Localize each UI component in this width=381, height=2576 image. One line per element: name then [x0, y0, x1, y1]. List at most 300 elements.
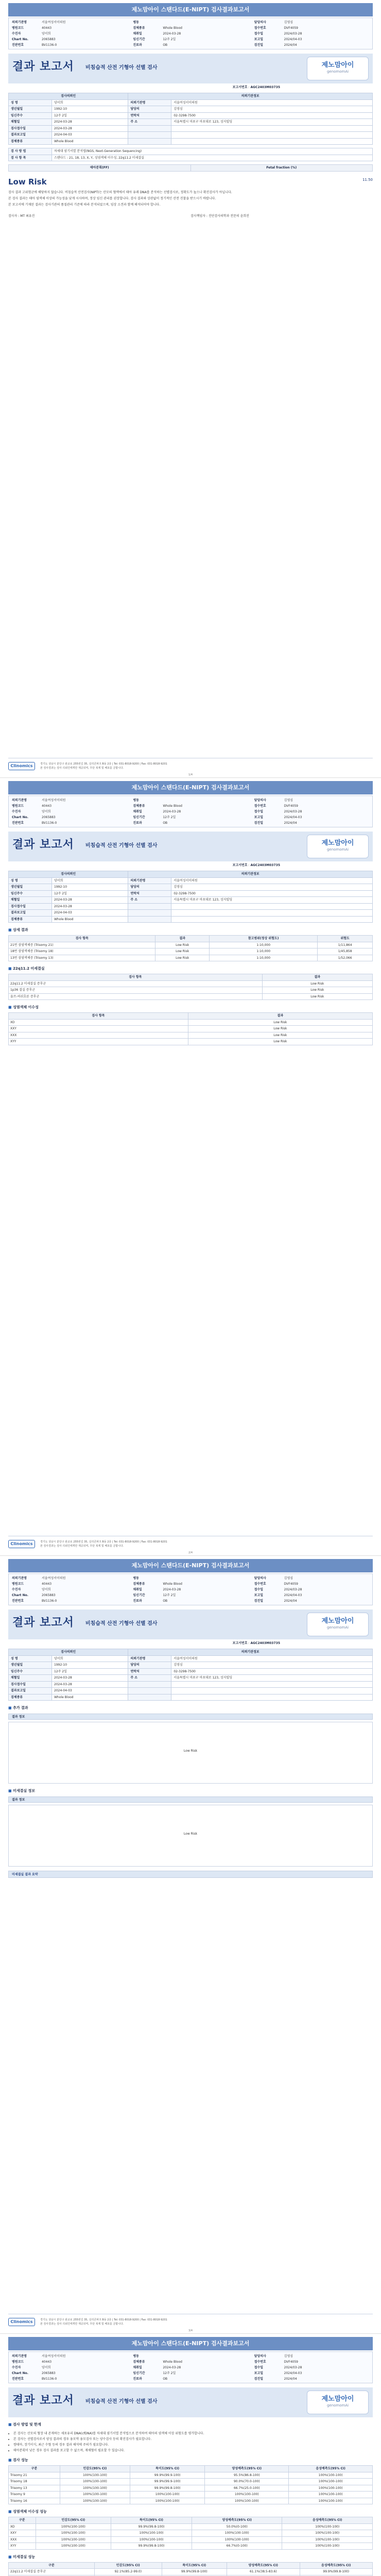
- table-cell: 18번 삼염색체증 (Trisomy 18): [9, 948, 155, 955]
- info-value: 양서희: [52, 877, 128, 884]
- hero-title: 결과 보고서: [12, 2394, 74, 2407]
- table-row: [9, 2530, 373, 2537]
- patient-field-value: 2024/04: [284, 1599, 297, 1603]
- requester-info-table: [8, 93, 373, 145]
- table-cell: 13번 삼염색체증 (Trisomy 13): [9, 955, 155, 961]
- company-logo: Clinomics: [8, 1540, 35, 1548]
- report-number-value: AGC2403M03735: [250, 86, 280, 89]
- table-row: [9, 2498, 373, 2504]
- description-paragraph: 본 보고서에 기재된 결과는 검사기관의 품질관리 기준에 따라 분석되었으며, 임상 소견과 함께 해석되어야 합니다.: [8, 202, 161, 207]
- info-label: [128, 1694, 171, 1701]
- patient-field: [254, 1575, 369, 1581]
- patient-field-value: 2065883: [42, 816, 56, 819]
- info-label: 담당의: [128, 884, 171, 891]
- table-cell: Low Risk: [188, 1032, 372, 1039]
- info-row: [9, 897, 373, 904]
- patient-field: [254, 2359, 369, 2365]
- info-label: 검체종류: [9, 1694, 52, 1701]
- info-value: 김영심: [171, 1662, 373, 1669]
- info-label: [128, 125, 171, 132]
- patient-field-value: 2024-03-28: [163, 1588, 181, 1591]
- info-label: 검사접수일: [9, 1681, 52, 1688]
- patient-field-value: OB: [163, 1599, 168, 1603]
- info-row: [9, 106, 373, 113]
- info-row: [9, 138, 373, 145]
- info-row: [9, 125, 373, 132]
- patient-field: [12, 809, 127, 815]
- patient-field-value: 12주 2일: [163, 816, 176, 819]
- footer-note: 본 검사결과는 검사 의뢰인에게만 제공되며, 무단 복제 및 배포를 금합니다.: [40, 2322, 124, 2326]
- info-row: [9, 884, 373, 891]
- patient-field-label: 수진자: [12, 32, 21, 36]
- table-row: [9, 955, 373, 961]
- patient-field: [133, 37, 248, 42]
- extra-result-box: [8, 1722, 373, 1784]
- footer-note: 본 검사결과는 검사 의뢰인에게만 제공되며, 무단 복제 및 배포를 금합니다.: [40, 1544, 124, 1548]
- info-value: 12주 2일: [52, 890, 128, 897]
- patient-field-value: 2024/04-03: [284, 2371, 302, 2375]
- company-address: [40, 1540, 373, 1548]
- patient-field-value: DVF4059: [284, 1582, 298, 1586]
- patient-field-value: 2024-03-28: [163, 810, 181, 814]
- patient-field-label: 병원코드: [12, 804, 24, 808]
- microdeletion-table: [8, 974, 373, 1000]
- info-label: 임신주수: [9, 1668, 52, 1675]
- table-cell: 100%(100-100): [192, 2536, 282, 2543]
- patient-field-label: Chart No.: [12, 2371, 29, 2375]
- table-cell: 100%(100-100): [111, 2536, 192, 2543]
- info-label: [128, 903, 171, 910]
- info-label: 검체종류: [9, 916, 52, 923]
- info-value: 2024-03-28: [52, 119, 128, 126]
- patient-field: [254, 31, 369, 37]
- table-row: [9, 987, 373, 994]
- patient-field-label: 접수일: [254, 32, 264, 36]
- patient-field-value: 서울여성서이의원: [42, 1577, 66, 1580]
- patient-field-value: 김영심: [284, 799, 293, 802]
- patient-col-1: [9, 1574, 130, 1605]
- patient-field: [12, 20, 127, 25]
- table-row: [9, 2485, 373, 2492]
- table-cell: Low Risk: [262, 993, 372, 1000]
- table-header-cell: 결과: [262, 974, 372, 981]
- product-logo: [307, 57, 369, 80]
- info-label: 검사접수일: [9, 903, 52, 910]
- table-header-cell: 민감도(95% CI): [60, 2466, 130, 2472]
- info-label: 검체종류: [9, 138, 52, 145]
- table-header-cell: 음성예측도(95% CI): [282, 2517, 373, 2524]
- patient-field-label: 진료과: [133, 43, 142, 47]
- table-cell: Trisomy 16: [9, 2498, 60, 2504]
- patient-field: [133, 1587, 248, 1592]
- table-row: [9, 980, 373, 987]
- info-value: Whole Blood: [52, 916, 128, 923]
- patient-field-value: 2024/03-28: [284, 1588, 302, 1591]
- info-label: [128, 1688, 171, 1694]
- info-value: 2024-03-28: [52, 125, 128, 132]
- patient-field: [133, 2365, 248, 2370]
- table-cell: XXX: [9, 2536, 36, 2543]
- info-value: 2024-03-28: [52, 1681, 128, 1688]
- info-label: 채혈일: [9, 897, 52, 904]
- patient-field-value: 40443: [42, 2360, 52, 2364]
- report-number-label: 보고서번호: [232, 863, 248, 867]
- info-label: 주 소: [128, 1675, 171, 1682]
- patient-field-label: 접수번호: [254, 2360, 266, 2364]
- table-cell: Low Risk: [188, 1039, 372, 1045]
- patient-field-label: 검진일: [254, 821, 264, 825]
- report-number: 보고서번호 : AGC2403M03735: [232, 863, 280, 867]
- patient-field-value: BV1136-0: [42, 2377, 57, 2381]
- patient-field-value: [163, 1575, 248, 1581]
- table-cell: Low Risk: [262, 987, 372, 994]
- note-item: • 본 검사는 산모의 혈장 내 존재하는 세포유리 DNA(cfDNA)를 차세대 염기서열 분석법으로 분석하여 태아의 염색체 이상 위험도를 평가합니다.: [13, 2431, 373, 2436]
- report-page-3: [0, 1556, 381, 2334]
- info-header-hospital: 의뢰기관정보: [128, 1649, 373, 1656]
- info-value: 1992-10: [52, 106, 128, 113]
- fetal-fraction-table: [8, 164, 373, 172]
- table-cell: Low Risk: [155, 948, 210, 955]
- info-value: 02-3298-7500: [171, 112, 373, 119]
- table-header-cell: 구분: [9, 2466, 60, 2472]
- table-cell: 22q11.2 미세결실 증후군: [9, 980, 263, 987]
- patient-field-label: 병동: [133, 2354, 139, 2358]
- company-address: [40, 762, 373, 770]
- extra2-result-box: [8, 1805, 373, 1867]
- patient-field-value: DVF4059: [284, 804, 298, 808]
- patient-field-label: 병원코드: [12, 1582, 24, 1586]
- patient-field: [12, 1581, 127, 1587]
- table-cell: 1:10,000: [209, 942, 317, 948]
- patient-field-value: 서울여성서이의원: [42, 2354, 66, 2358]
- patient-field-value: 40443: [42, 1582, 52, 1586]
- info-value: 서울특별시 마포구 마포대로 123, 성지빌딩: [171, 897, 373, 904]
- table-header-cell: 검사 항목: [9, 974, 263, 981]
- info-label: 담당의: [128, 1662, 171, 1669]
- table-cell: 1/52,066: [318, 955, 373, 961]
- table-cell: 100%(100-100): [36, 2543, 111, 2550]
- table-header-cell: 음성예측도(95% CI): [289, 2466, 373, 2472]
- patient-col-1: [9, 2352, 130, 2383]
- page-number: 1/4: [188, 773, 193, 776]
- table-row: [9, 948, 373, 955]
- info-header-patient: 검사의뢰인: [9, 1649, 128, 1656]
- table-cell: 울프-허쉬호른 증후군: [9, 993, 263, 1000]
- section-title-performance: ■ 검사 성능: [8, 2458, 28, 2462]
- info-label: 성 명: [9, 99, 52, 106]
- table-cell: 95.5%(86.8-100): [205, 2472, 289, 2479]
- patient-field-label: 채취일: [133, 810, 142, 814]
- test-items-value: 스탠다드 : 21, 18, 13, X, Y, 성염색체 이수성, 22q11.2 미세결실: [52, 155, 373, 161]
- info-label: [128, 916, 171, 923]
- info-value: 12주 2일: [52, 112, 128, 119]
- patient-field-label: 수진자: [12, 810, 21, 814]
- microdeletion-summary-bar: 미세결실 결과 요약: [8, 1871, 373, 1878]
- note-item: • 쌍태아, 장기이식, 최근 수혈 등의 경우 결과 해석에 주의가 필요합니다.: [13, 2443, 373, 2447]
- micro-performance-table: [8, 2562, 373, 2576]
- product-logo-kr: 제노맘아이: [321, 1617, 354, 1625]
- report-hero: [8, 1609, 373, 1639]
- patient-field-label: 담당의사: [254, 21, 266, 24]
- patient-field-label: 진판번호: [12, 1599, 24, 1603]
- extra-result-value: Low Risk: [183, 1749, 198, 1753]
- info-row: [9, 910, 373, 917]
- patient-field-label: 검체종류: [133, 2360, 145, 2364]
- page-footer: [8, 2314, 373, 2329]
- patient-field: [254, 2370, 369, 2376]
- patient-field: [133, 809, 248, 815]
- patient-field: [133, 31, 248, 37]
- section-title-sex-chromosome: ■ 성염색체 이수성: [8, 1005, 39, 1009]
- patient-field-value: 12주 2일: [163, 38, 176, 41]
- table-cell: 100%(100-100): [282, 2530, 373, 2537]
- report-hero: [8, 832, 373, 861]
- test-method-value: 차세대 염기서열 분석법(NGS, Next-Generation Sequencing): [52, 148, 373, 155]
- patient-field-value: 2024/04-03: [284, 38, 302, 41]
- info-value: 12주 2일: [52, 1668, 128, 1675]
- info-label: 연락처: [128, 890, 171, 897]
- table-cell: 99.9%(99.8-100): [300, 2569, 372, 2575]
- description-paragraph: 검사 결과 고위험군에 해당하지 않습니다. 비침습적 산전검사(NIPT)는 산모의 혈액에서 태아 유래 DNA를 분석하는 선별검사로, 정확도가 높으나 확진검사가 아닙니다.: [8, 190, 232, 194]
- patient-field-label: 보고일: [254, 816, 264, 819]
- patient-field: [254, 2376, 369, 2382]
- signature-row: [8, 214, 373, 221]
- table-header-cell: 민감도(95% CI): [94, 2562, 162, 2569]
- table-cell: 1:10,000: [209, 955, 317, 961]
- info-label: 주 소: [128, 897, 171, 904]
- patient-col-2: [130, 2352, 251, 2383]
- patient-field-label: 접수일: [254, 1588, 264, 1591]
- tester-signature: 검사자 : MT 최유진: [8, 214, 35, 218]
- table-row: [9, 2569, 373, 2575]
- info-row: [9, 1694, 373, 1701]
- company-logo: Clinomics: [8, 762, 35, 770]
- info-value: [171, 903, 373, 910]
- patient-field-label: 채취일: [133, 32, 142, 36]
- table-cell: XYY: [9, 2543, 36, 2550]
- patient-col-2: [130, 1574, 251, 1605]
- info-label: 생년월일: [9, 106, 52, 113]
- patient-field-label: 접수일: [254, 2366, 264, 2369]
- info-value: [171, 1688, 373, 1694]
- note-item: • 태아분획이 낮은 경우 검사 결과를 보고할 수 없으며, 재채혈이 필요할 수 있습니다.: [13, 2448, 373, 2453]
- info-label: 임신주수: [9, 890, 52, 897]
- patient-field-value: [163, 2353, 248, 2359]
- table-cell: 100%(100-100): [289, 2485, 373, 2492]
- info-label: 주 소: [128, 119, 171, 126]
- table-row: [9, 2479, 373, 2485]
- product-logo-en: genomomAi: [326, 2403, 349, 2408]
- patient-field-value: Whole Blood: [163, 2360, 182, 2364]
- patient-field: [133, 798, 248, 803]
- extra-result-header: 결과 정보: [8, 1714, 373, 1720]
- table-cell: Trisomy 18: [9, 2479, 60, 2485]
- patient-field-value: 2065883: [42, 1594, 56, 1597]
- table-cell: Low Risk: [262, 980, 372, 987]
- product-logo-en: genomomAi: [326, 1625, 349, 1630]
- summary-result: Low Risk: [8, 177, 47, 187]
- info-value: 양서희: [52, 99, 128, 106]
- section-title-microdeletion: ■ 22q11.2 미세결실: [8, 967, 45, 971]
- patient-field-label: 병동: [133, 799, 139, 802]
- table-header-cell: 양성예측도(95% CI): [192, 2517, 282, 2524]
- info-value: 서울특별시 마포구 마포대로 123, 성지빌딩: [171, 1675, 373, 1682]
- patient-field-label: 담당의사: [254, 799, 266, 802]
- patient-field: [133, 42, 248, 48]
- patient-field-value: 양서희: [42, 32, 51, 36]
- info-value: 2024-04-03: [52, 1688, 128, 1694]
- table-cell: 90.0%(70.0-100): [205, 2479, 289, 2485]
- info-row: [9, 1681, 373, 1688]
- info-value: [171, 138, 373, 145]
- patient-field-label: 보고일: [254, 38, 264, 41]
- test-info-table: [8, 148, 373, 161]
- info-value: 02-3298-7500: [171, 890, 373, 897]
- section-title-extra-2: ■ 미세결실 정보: [8, 1789, 36, 1793]
- patient-field: [12, 31, 127, 37]
- product-logo-en: genomomAi: [326, 848, 349, 852]
- patient-field-value: Whole Blood: [163, 804, 182, 808]
- patient-field-label: 접수일: [254, 810, 264, 814]
- description-paragraph: 본 검사 결과는 태아 염색체 이상의 가능성을 낮게 시사하며, 정상 임신 관리를 권장합니다. 검사 결과와 상관없이 정기적인 산전 진찰을 받으시기 바랍니다.: [8, 196, 216, 200]
- patient-field-label: 수진자: [12, 2366, 21, 2369]
- info-value: 김영심: [171, 106, 373, 113]
- patient-field-value: 40443: [42, 804, 52, 808]
- hero-title: 결과 보고서: [12, 838, 74, 851]
- table-header-cell: 검사 항목: [9, 1013, 188, 1020]
- info-label: 채혈일: [9, 119, 52, 126]
- patient-field-value: 2024-03-28: [163, 32, 181, 36]
- fetal-fraction-unit: Fetal fraction (%): [190, 165, 373, 172]
- info-value: [171, 125, 373, 132]
- report-number-value: AGC2403M03735: [250, 1641, 280, 1645]
- info-row: [9, 99, 373, 106]
- document-title: 제노맘아이 스탠다드(E-NIPT) 검사결과보고서: [8, 3, 373, 16]
- table-cell: XO: [9, 2523, 36, 2530]
- table-row: [9, 1039, 373, 1045]
- info-label: 임신주수: [9, 112, 52, 119]
- report-number-label: 보고서번호: [232, 1641, 248, 1645]
- info-label: 담당의: [128, 106, 171, 113]
- table-header-cell: 구분: [9, 2562, 95, 2569]
- patient-field-label: Chart No.: [12, 816, 29, 819]
- info-row: [9, 119, 373, 126]
- table-cell: 99.9%(99.8-100): [111, 2523, 192, 2530]
- table-header-cell: 특이도(95% CI): [130, 2466, 205, 2472]
- patient-field-label: 보고일: [254, 2371, 264, 2375]
- patient-field: [254, 25, 369, 31]
- page-footer: [8, 758, 373, 773]
- patient-field-label: 병원코드: [12, 26, 24, 30]
- info-header-hospital: 의뢰기관정보: [128, 871, 373, 878]
- patient-field: [133, 2376, 248, 2382]
- report-hero: [8, 2387, 373, 2417]
- page-number: 2/4: [188, 1551, 193, 1554]
- table-row: [9, 1032, 373, 1039]
- performance-table: [8, 2465, 373, 2504]
- table-cell: XXX: [9, 1032, 188, 1039]
- patient-field-value: BV1136-0: [42, 1599, 57, 1603]
- table-cell: 99.9%(99.8-100): [111, 2543, 192, 2550]
- method-notes: [8, 2431, 373, 2453]
- table-header-cell: 음성예측도(95% CI): [300, 2562, 372, 2569]
- patient-field-label: 검진일: [254, 2377, 264, 2381]
- info-label: 의뢰기관명: [128, 1655, 171, 1662]
- patient-field-label: 진판번호: [12, 821, 24, 825]
- section-title-trisomy: ■ 상세 결과: [8, 928, 28, 932]
- patient-field-value: [163, 798, 248, 803]
- footer-address: 경기도 성남시 분당구 판교로 255번길 35, 실리콘파크 B동 2층 | Tel: 031-8018-9200 | Fax: 031-8018-9201: [40, 762, 167, 766]
- patient-field: [254, 820, 369, 826]
- info-row: [9, 1675, 373, 1682]
- page-footer: [8, 1536, 373, 1551]
- patient-field: [254, 1598, 369, 1604]
- info-label: 생년월일: [9, 1662, 52, 1669]
- patient-field-label: Chart No.: [12, 1594, 29, 1597]
- summary-row: [8, 175, 373, 186]
- footer-address: 경기도 성남시 분당구 판교로 255번길 35, 실리콘파크 B동 2층 | Tel: 031-8018-9200 | Fax: 031-8018-9201: [40, 2318, 167, 2321]
- info-label: [128, 132, 171, 139]
- info-value: 김영심: [171, 884, 373, 891]
- patient-field-label: 진판번호: [12, 2377, 24, 2381]
- table-row: [9, 2543, 373, 2550]
- table-cell: 100%(100-100): [36, 2530, 111, 2537]
- report-page-4: [0, 2334, 381, 2576]
- info-value: 2024-03-28: [52, 903, 128, 910]
- patient-field-value: 2024/04: [284, 43, 297, 47]
- patient-col-2: [130, 796, 251, 827]
- patient-field-label: 진료과: [133, 2377, 142, 2381]
- table-header-cell: 양성예측도(95% CI): [227, 2562, 300, 2569]
- table-cell: 100%(100-100): [36, 2523, 111, 2530]
- hero-title: 결과 보고서: [12, 60, 74, 73]
- table-cell: 100%(100-100): [289, 2498, 373, 2504]
- footer-note: 본 검사결과는 검사 의뢰인에게만 제공되며, 무단 복제 및 배포를 금합니다.: [40, 766, 124, 770]
- table-cell: 99.9%(99.9-100): [130, 2479, 205, 2485]
- info-row: [9, 903, 373, 910]
- table-cell: 100%(100-100): [205, 2492, 289, 2498]
- table-cell: 99.9%(99.9-100): [130, 2472, 205, 2479]
- table-cell: 100%(100-100): [130, 2492, 205, 2498]
- info-value: 02-3298-7500: [171, 1668, 373, 1675]
- patient-field: [254, 2353, 369, 2359]
- table-row: [9, 993, 373, 1000]
- patient-field-label: 보고일: [254, 1594, 264, 1597]
- patient-field: [254, 1587, 369, 1592]
- info-row: [9, 890, 373, 897]
- patient-field-value: 김영심: [284, 2354, 293, 2358]
- table-cell: Low Risk: [155, 942, 210, 948]
- table-cell: XYY: [9, 1039, 188, 1045]
- info-label: 의뢰기관명: [128, 99, 171, 106]
- patient-field: [254, 798, 369, 803]
- patient-field: [12, 25, 127, 31]
- sex-performance-table: [8, 2517, 373, 2550]
- table-cell: 1:10,000: [209, 948, 317, 955]
- info-header-patient: 검사의뢰인: [9, 93, 128, 100]
- table-cell: Trisomy 21: [9, 2472, 60, 2479]
- table-cell: 61.1%(38.5-83.6): [227, 2569, 300, 2575]
- info-row: [9, 1655, 373, 1662]
- info-value: 서울여성서이의원: [171, 99, 373, 106]
- table-cell: 100%(100-100): [282, 2523, 373, 2530]
- patient-col-3: [251, 796, 372, 827]
- info-value: 2024-04-03: [52, 132, 128, 139]
- patient-field: [254, 2365, 369, 2370]
- patient-field-label: 임신기간: [133, 2371, 145, 2375]
- info-label: 결과보고일: [9, 1688, 52, 1694]
- patient-field: [133, 2370, 248, 2376]
